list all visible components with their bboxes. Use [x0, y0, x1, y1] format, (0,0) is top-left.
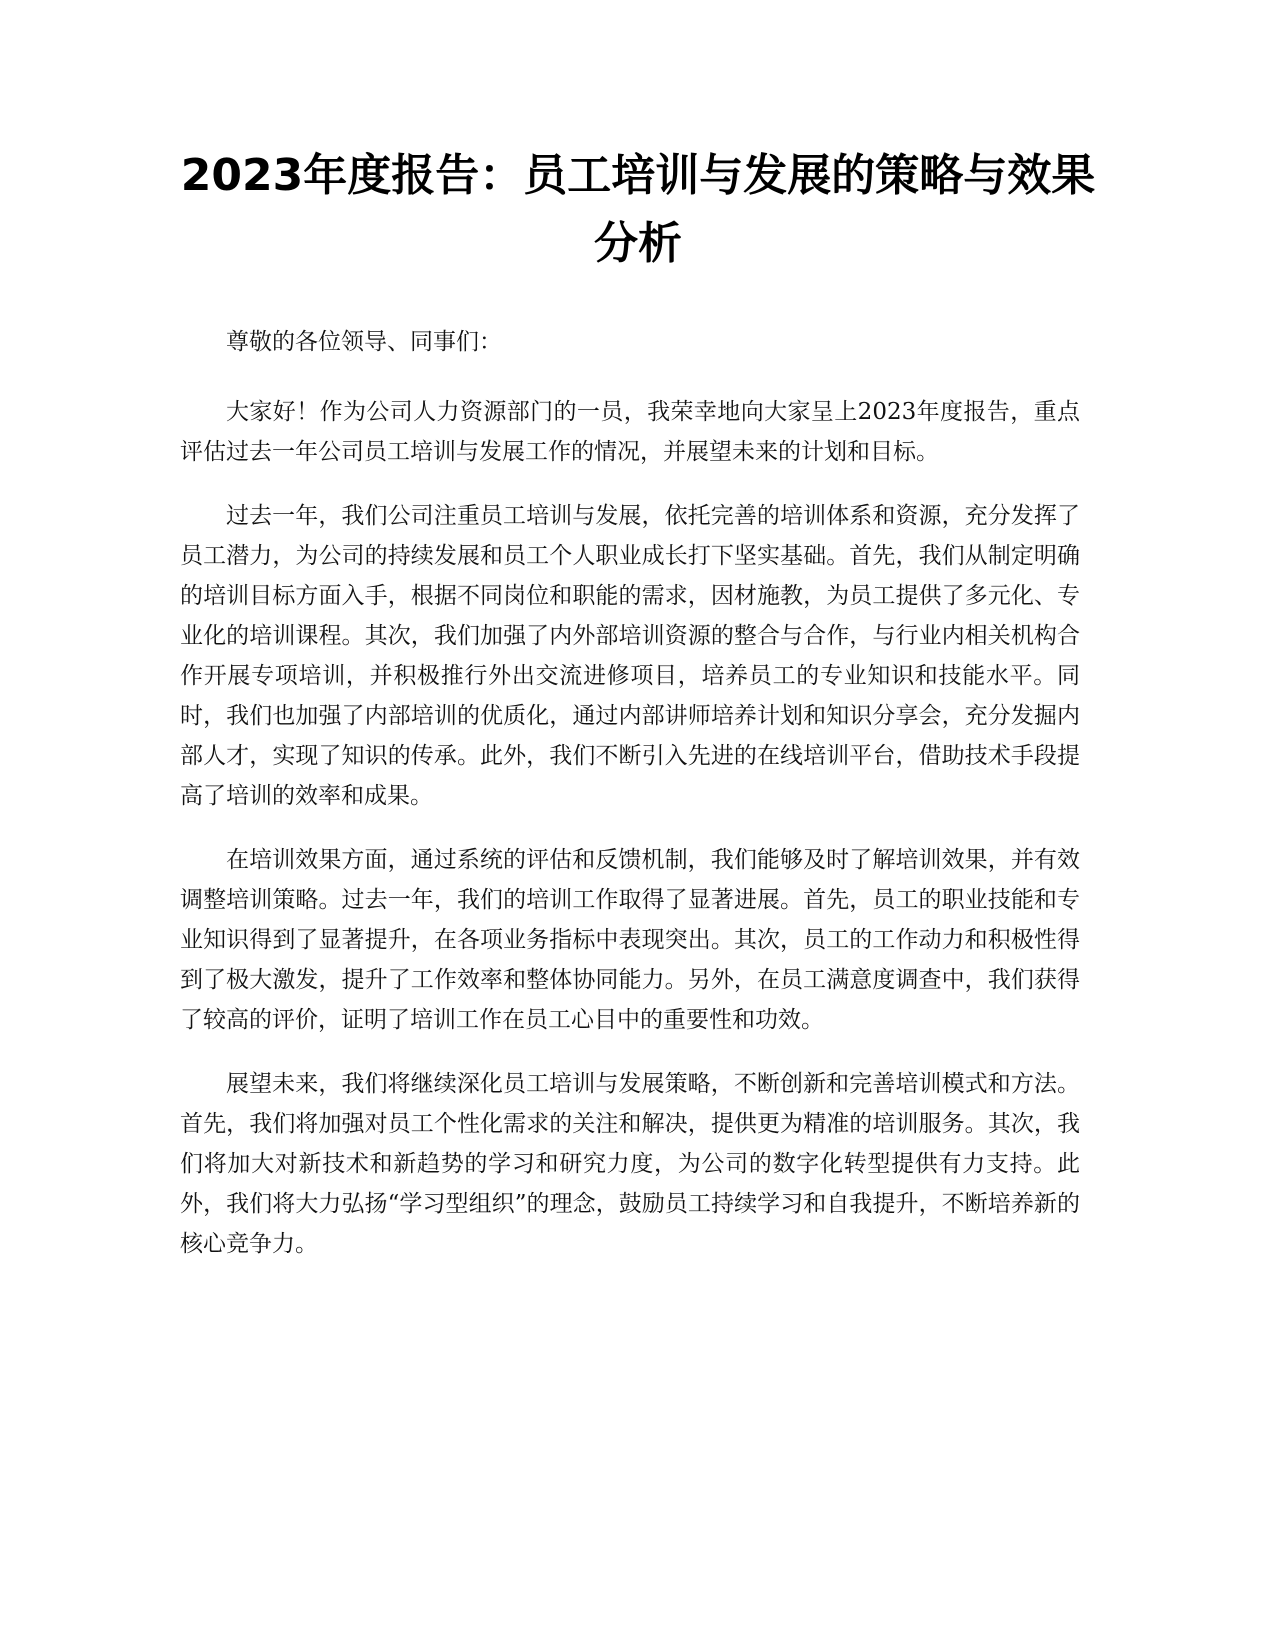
paragraph-training-results: 在培训效果方面，通过系统的评估和反馈机制，我们能够及时了解培训效果，并有效调整培训策略。过去一年，我们的培训工作取得了显著进展。首先，员工的职业技能和专业知识得到了显著提升，在各项业务指标中表现突出。其次，员工的工作动力和积极性得到了极大激发，提升了工作效率和整体协同能力。另外，在员工满意度调查中，我们获得了较高的评价，证明了培训工作在员工心目中的重要性和功效。: [180, 847, 1080, 1033]
document-body: [180, 322, 1080, 1288]
document-title: 2023年度报告：员工培训与发展的策略与效果分析: [180, 150, 1096, 269]
paragraph-outlook: 展望未来，我们将继续深化员工培训与发展策略，不断创新和完善培训模式和方法。首先，我们将加强对员工个性化需求的关注和解决，提供更为精准的培训服务。其次，我们将加大对新技术和新趋势的学习和研究力度，为公司的数字化转型提供有力支持。此外，我们将大力弘扬“学习型组织”的理念，鼓励员工持续学习和自我提升，不断培养新的核心竞争力。: [180, 1071, 1080, 1257]
paragraph-past-year: 过去一年，我们公司注重员工培训与发展，依托完善的培训体系和资源，充分发挥了员工潜力，为公司的持续发展和员工个人职业成长打下坚实基础。首先，我们从制定明确的培训目标方面入手，根据不同岗位和职能的需求，因材施教，为员工提供了多元化、专业化的培训课程。其次，我们加强了内外部培训资源的整合与合作，与行业内相关机构合作开展专项培训，并积极推行外出交流进修项目，培养员工的专业知识和技能水平。同时，我们也加强了内部培训的优质化，通过内部讲师培养计划和知识分享会，充分发掘内部人才，实现了知识的传承。此外，我们不断引入先进的在线培训平台，借助技术手段提高了培训的效率和成果。: [180, 503, 1080, 809]
salutation: 尊敬的各位领导、同事们：: [226, 329, 502, 355]
paragraph-intro: 大家好！作为公司人力资源部门的一员，我荣幸地向大家呈上2023年度报告，重点评估过去一年公司员工培训与发展工作的情况，并展望未来的计划和目标。: [180, 399, 1080, 465]
